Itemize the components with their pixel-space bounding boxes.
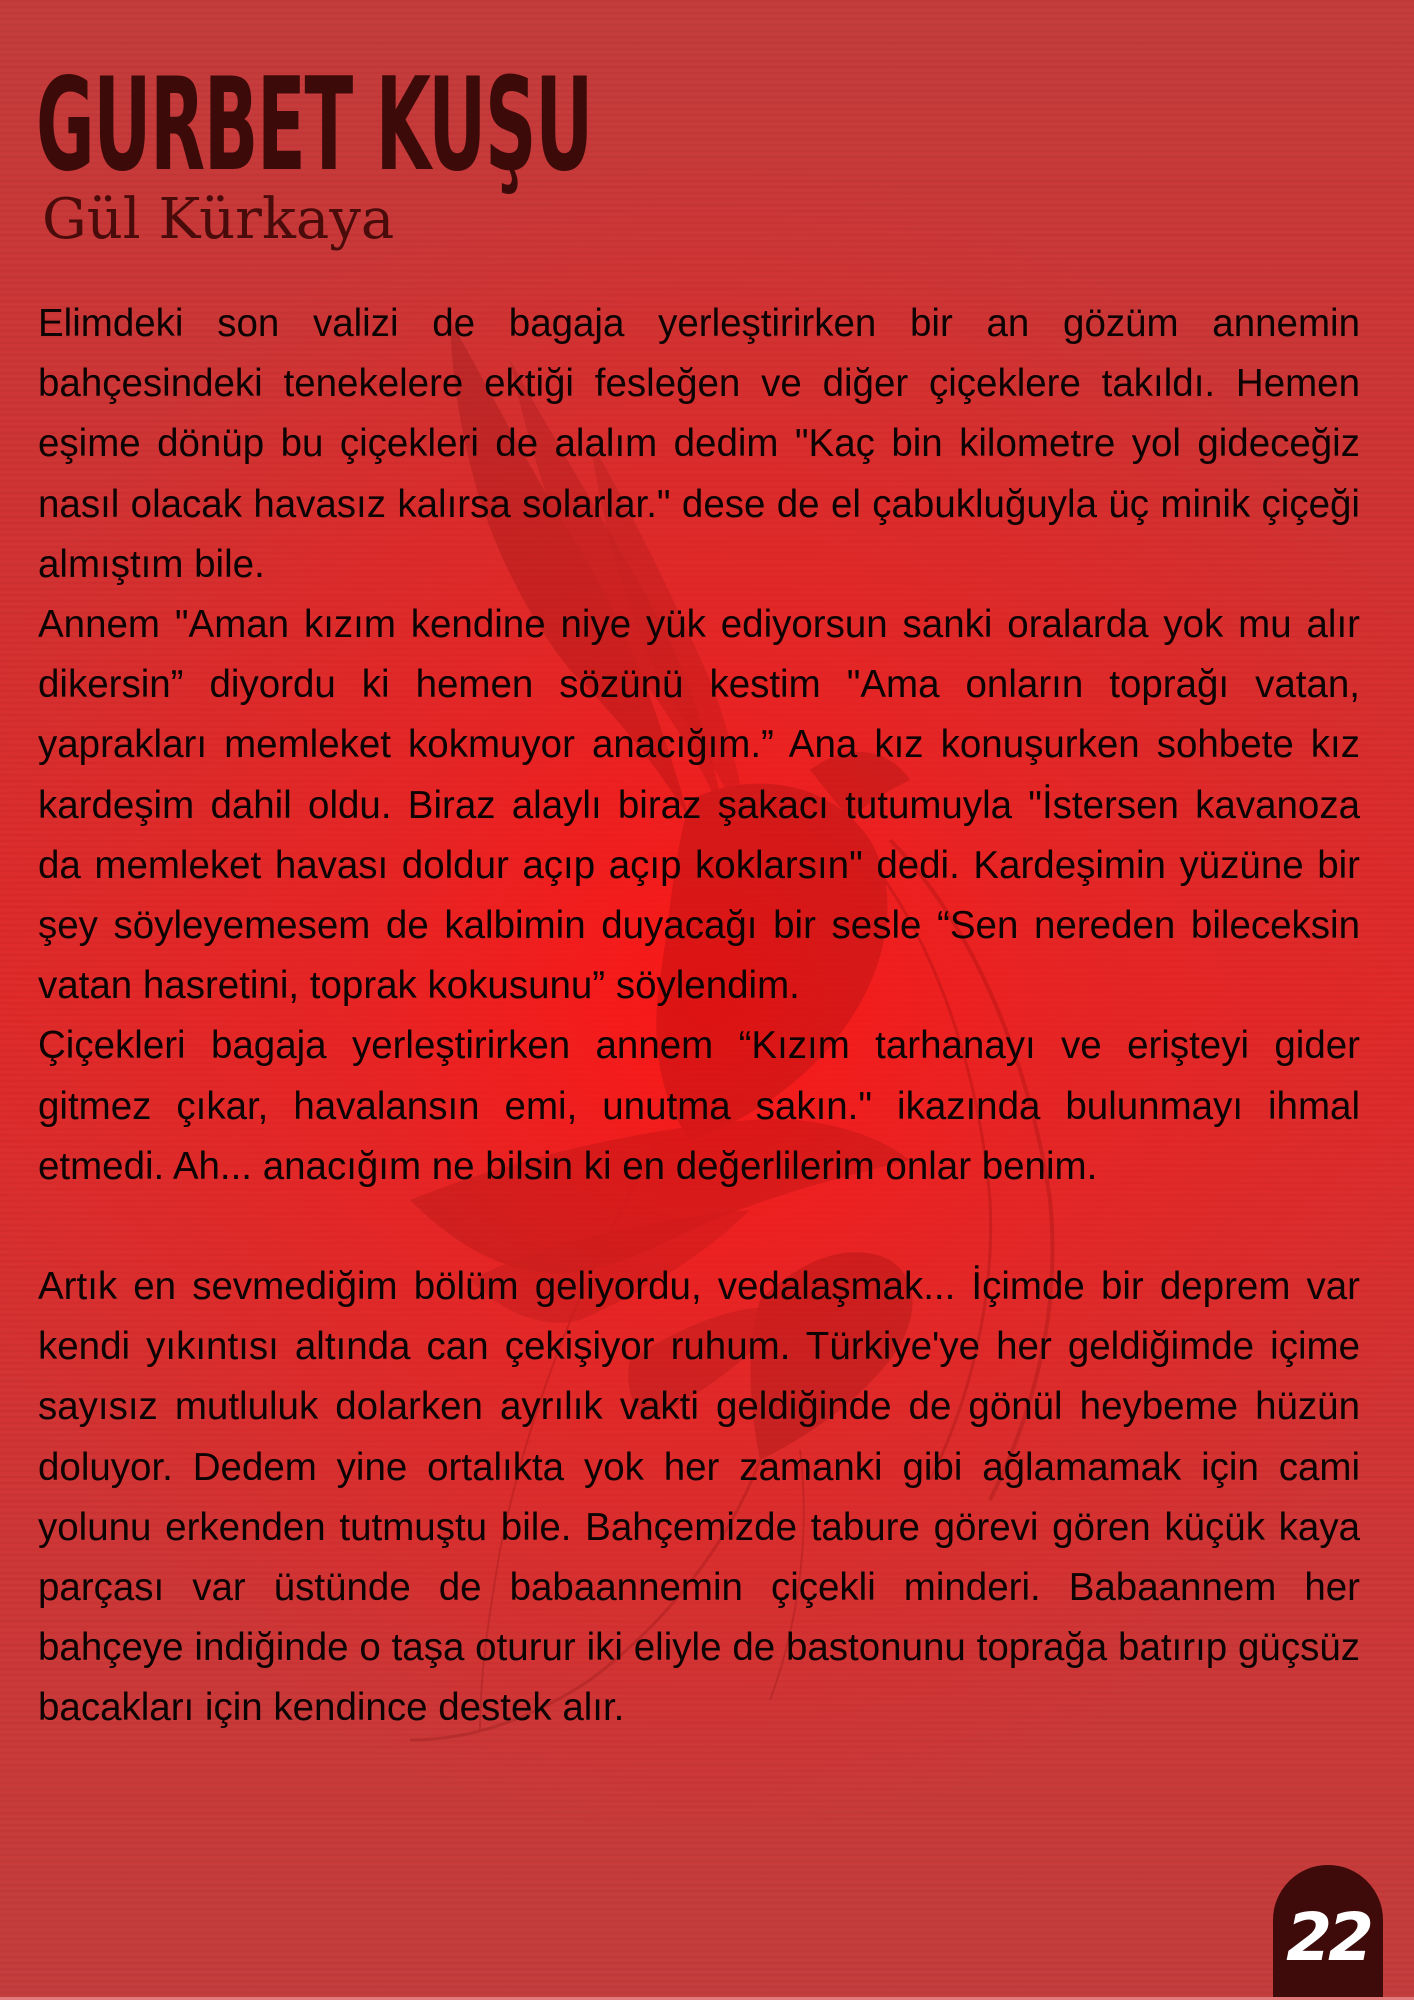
article-title: GURBET KUŞU	[36, 51, 592, 200]
paragraph-spacer	[38, 1197, 1360, 1257]
paragraph: Annem "Aman kızım kendine niye yük ediyorsun sanki oralarda yok mu alır dikersin” diyordu ki hemen sözünü kestim "Ama onların toprağı vatan, yaprakları memleket kokmuyor anacığım.” Ana kız konuşurken sohbete kız kardeşim dahil oldu. Biraz alaylı biraz şakacı tutumuyla "İstersen kavanoza da memleket havası doldur açıp açıp koklarsın" dedi. Kardeşimin yüzüne bir şey söyleyemesem de kalbimin duyacağı bir sesle “Sen nereden bileceksin vatan hasretini, toprak kokusunu” söylendim.	[38, 603, 1360, 1008]
page-number: 22	[1286, 1899, 1370, 1976]
article-body	[38, 294, 1360, 1739]
paragraph: Çiçekleri bagaja yerleştirirken annem “Kızım tarhanayı ve erişteyi gider gitmez çıkar, havalansın emi, unutma sakın." ikazında bulunmayı ihmal etmedi. Ah... anacığım ne bilsin ki en değerlilerim onlar benim.	[38, 1024, 1360, 1188]
paragraph: Artık en sevmediğim bölüm geliyordu, vedalaşmak... İçimde bir deprem var kendi yıkıntısı altında can çekişiyor ruhum. Türkiye'ye her geldiğimde içime sayısız mutluluk dolarken ayrılık vakti geldiğinde de gönül heybeme hüzün doluyor. Dedem yine ortalıkta yok her zamanki gibi ağlamamak için cami yolunu erkenden tutmuştu bile. Bahçemizde tabure görevi gören küçük kaya parçası var üstünde de babaannemin çiçekli minderi. Babaannem her bahçeye indiğinde o taşa oturur iki eliyle de bastonunu toprağa batırıp güçsüz bacakları için kendince destek alır.	[38, 1265, 1360, 1730]
paragraph: Elimdeki son valizi de bagaja yerleştirirken bir an gözüm annemin bahçesindeki tenekelere ektiği fesleğen ve diğer çiçeklere takıldı. Hemen eşime dönüp bu çiçekleri de alalım dedim "Kaç bin kilometre yol gideceğiz nasıl olacak havasız kalırsa solarlar." dese de el çabukluğuyla üç minik çiçeği almıştım bile.	[38, 302, 1360, 586]
page-number-badge	[1273, 1865, 1383, 2000]
article-author: Gül Kürkaya	[42, 187, 395, 252]
